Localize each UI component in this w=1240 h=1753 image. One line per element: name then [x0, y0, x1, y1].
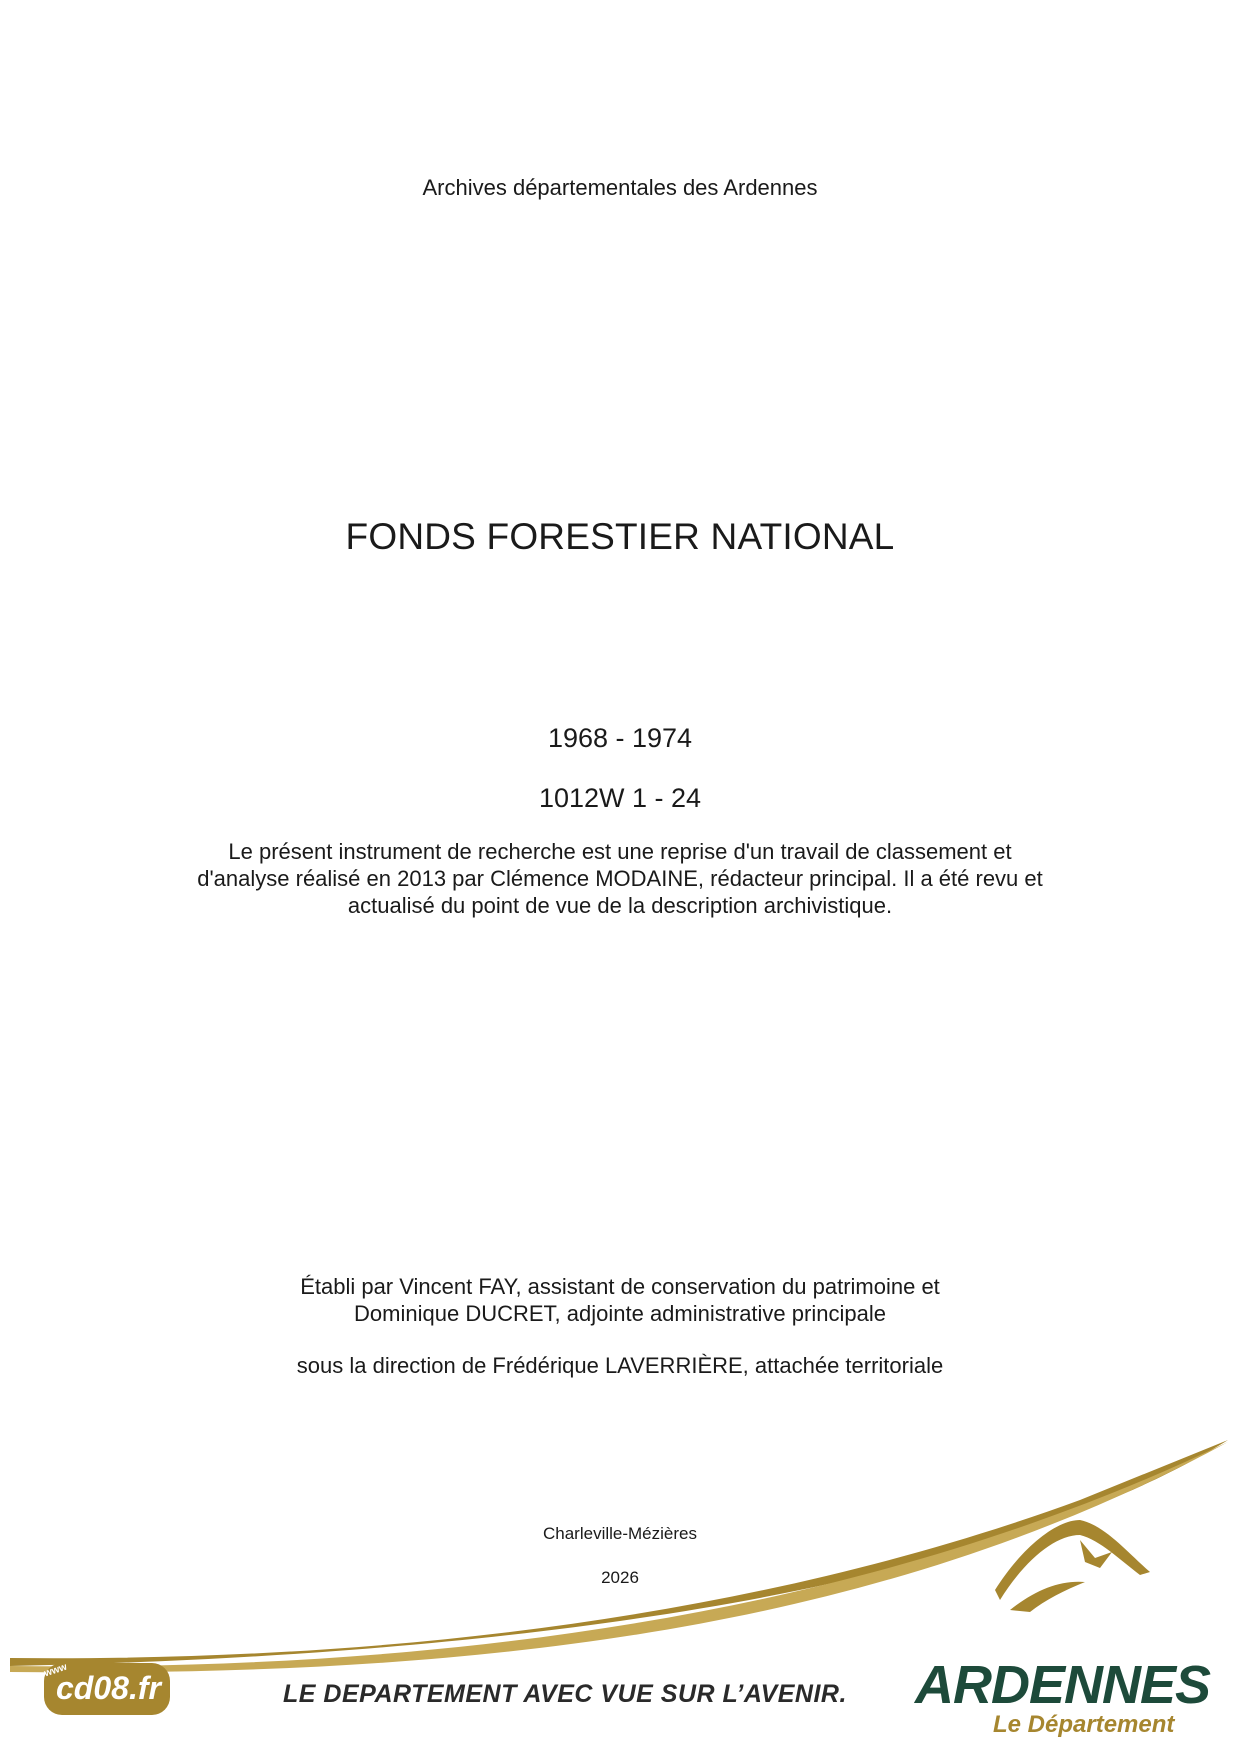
- place-name: Charleville-Mézières: [543, 1524, 697, 1543]
- authors-block: [0, 1273, 1240, 1327]
- ardennes-brand-subtitle: Le Département: [993, 1711, 1175, 1738]
- intro-line: d'analyse réalisé en 2013 par Clémence MODAINE, rédacteur principal. Il a été revu et: [197, 866, 1043, 891]
- gold-swoosh-thin: [10, 1442, 1228, 1672]
- authors-line: Établi par Vincent FAY, assistant de conservation du patrimoine et: [300, 1274, 940, 1299]
- cd08-www-text: www: [42, 1661, 69, 1680]
- intro-paragraph: [170, 838, 1070, 919]
- intro-line: actualisé du point de vue de la description archivistique.: [347, 893, 893, 918]
- authors-line: Dominique DUCRET, adjointe administrative principale: [354, 1301, 886, 1326]
- publication-year: 2026: [601, 1568, 639, 1587]
- archive-reference: 1012W 1 - 24: [538, 783, 702, 813]
- cd08-logo-text: cd08.fr: [56, 1670, 161, 1706]
- footer-slogan: LE DEPARTEMENT AVEC VUE SUR L’AVENIR.: [283, 1680, 847, 1708]
- direction-line: sous la direction de Frédérique LAVERRIÈRE, attachée territoriale: [296, 1353, 944, 1378]
- intro-line: Le présent instrument de recherche est une reprise d'un travail de classement et: [228, 839, 1012, 864]
- document-title: FONDS FORESTIER NATIONAL: [345, 516, 895, 557]
- date-range: 1968 - 1974: [547, 723, 693, 753]
- ardennes-brand: ARDENNES: [915, 1655, 1211, 1715]
- institution-name: Archives départementales des Ardennes: [422, 175, 818, 200]
